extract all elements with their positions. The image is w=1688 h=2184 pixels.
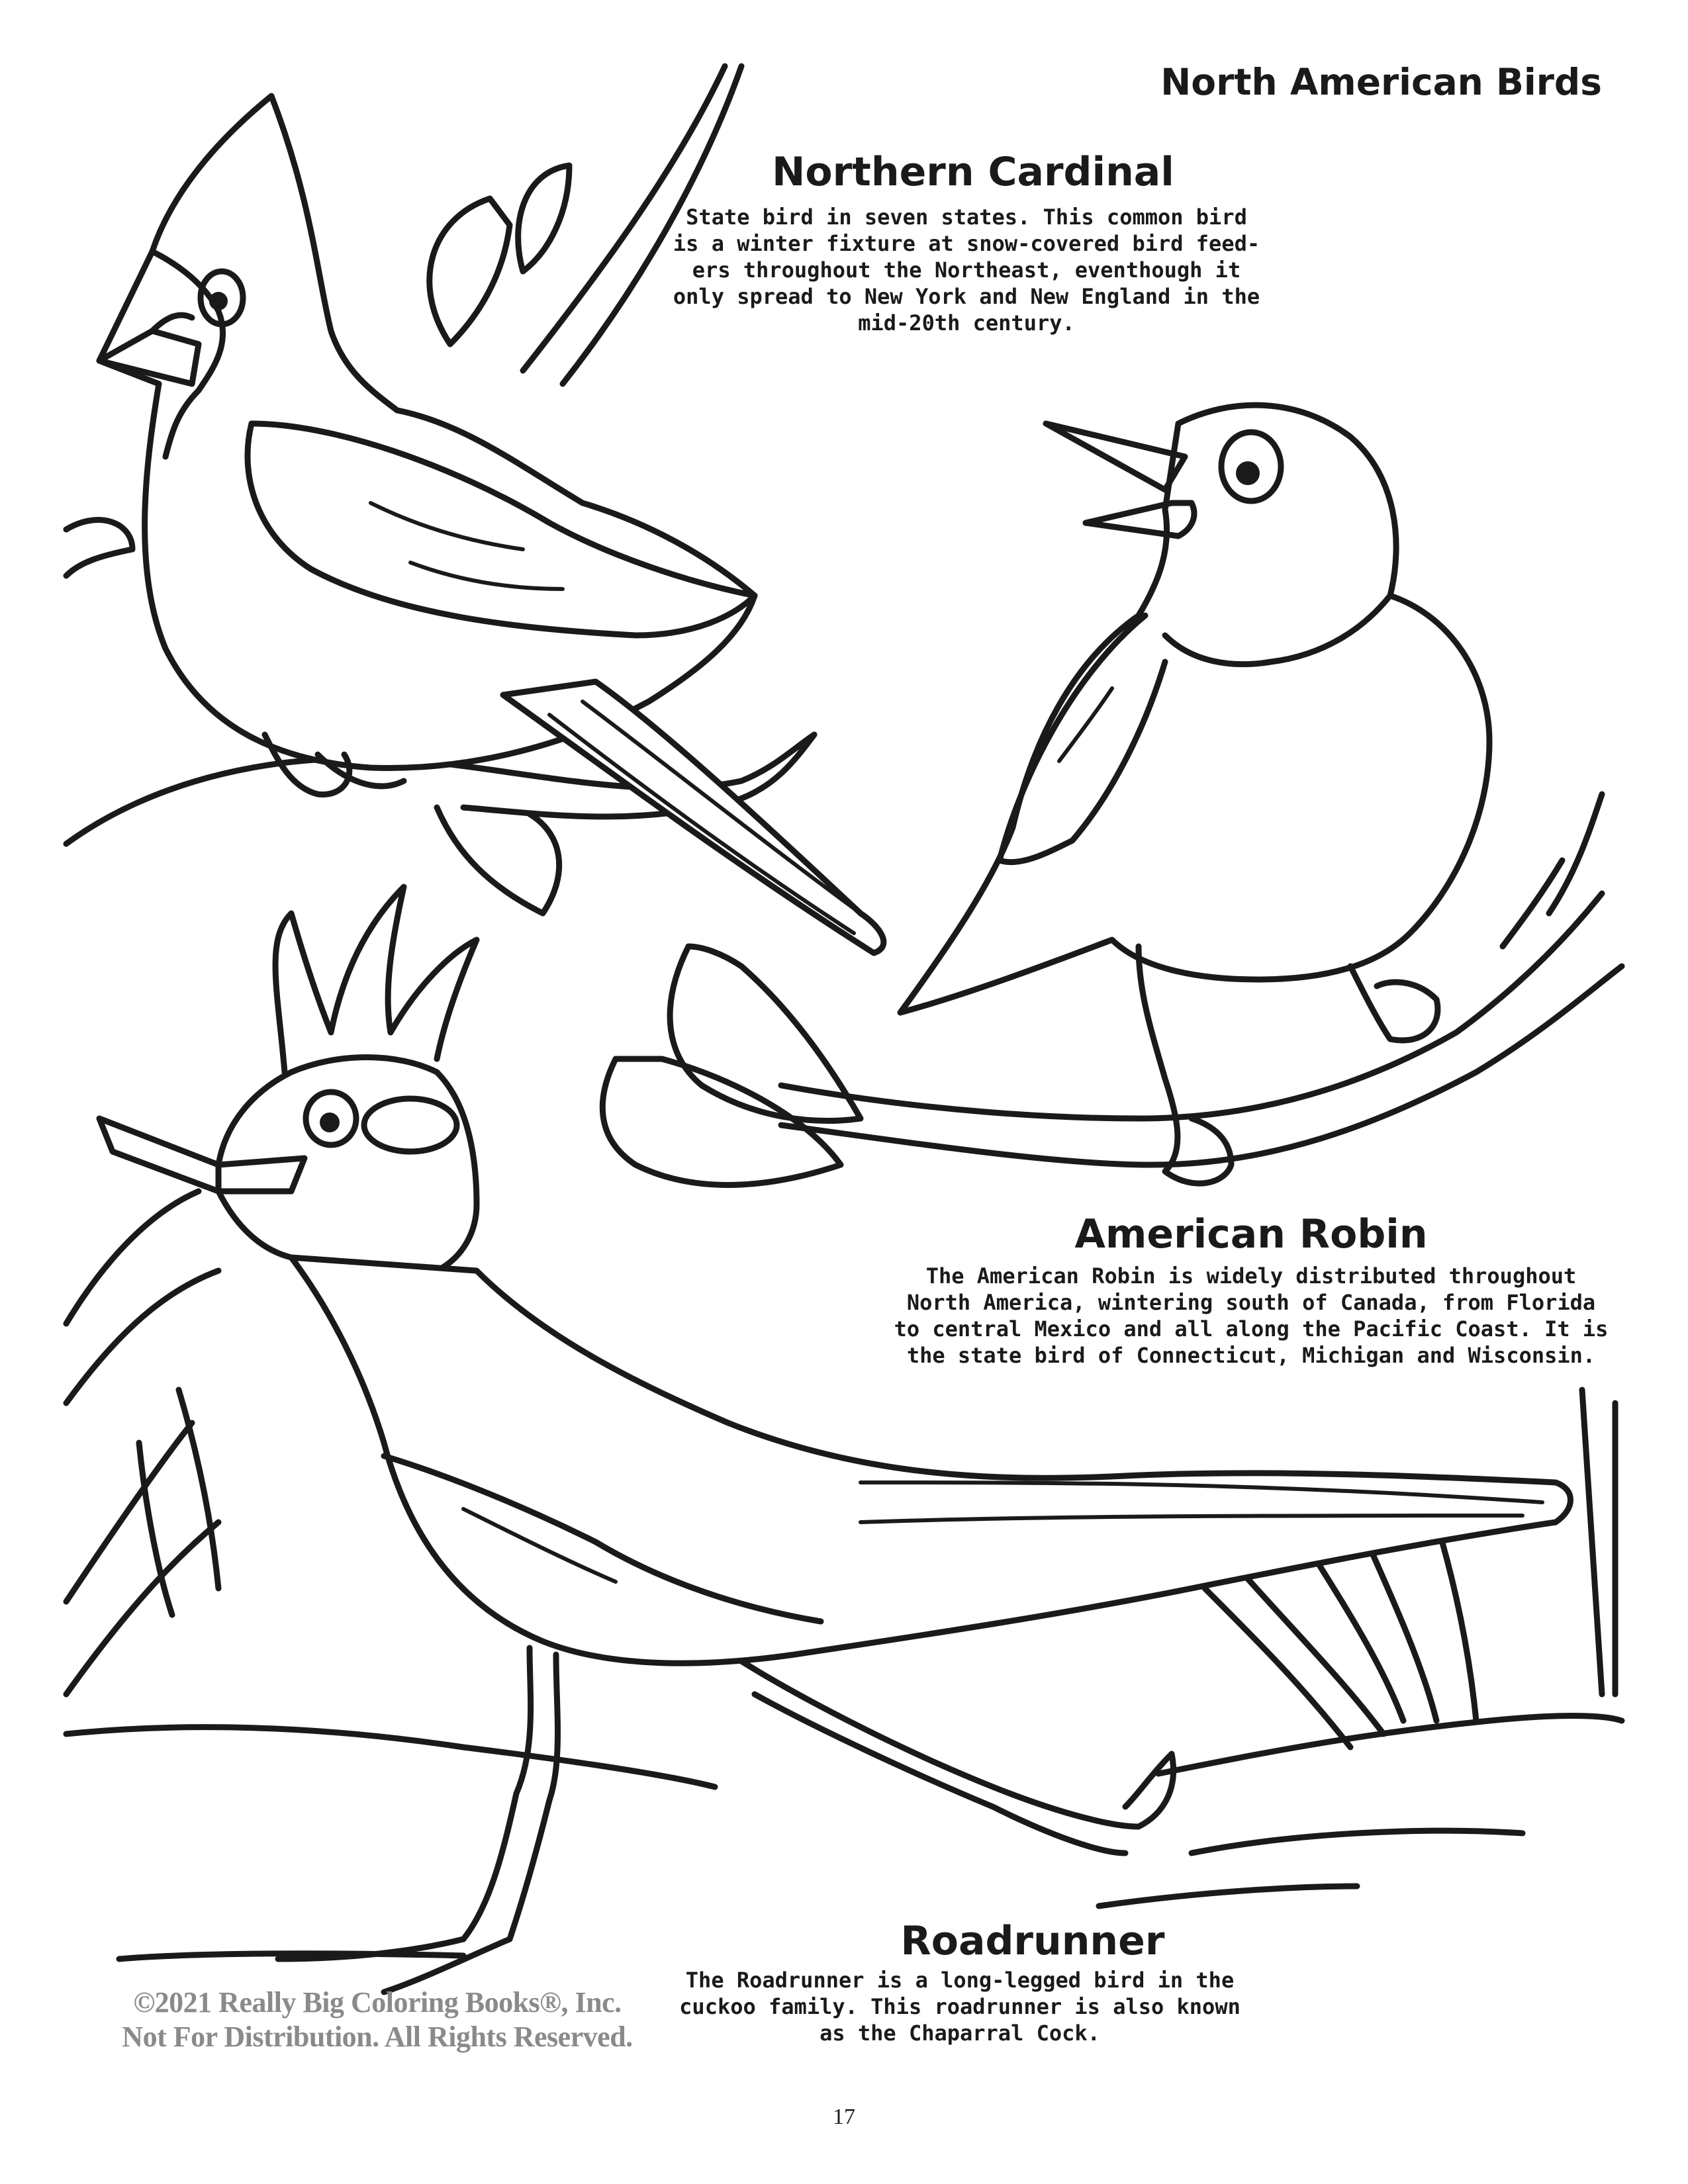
page-title: North American Birds [1160,61,1602,103]
robin-drawing [900,405,1489,1183]
copyright-notice [99,1985,655,2054]
copyright-line: ©2021 Really Big Coloring Books®, Inc. [133,1986,622,2019]
roadrunner-heading: Roadrunner [900,1918,1165,1964]
robin-description-line: to central Mexico and all along the Pacific Coast. It is [894,1316,1609,1342]
cardinal-description-line: is a winter fixture at snow-covered bird feed- [673,231,1260,256]
cardinal-description [616,204,1317,336]
robin-description [781,1263,1688,1369]
cardinal-description-line: only spread to New York and New England in the [673,284,1260,309]
roadrunner-description [596,1967,1324,2046]
roadrunner-drawing [99,887,1571,1992]
cardinal-description-line: ers throughout the Northeast, eventhough it [692,257,1241,283]
robin-description-line: the state bird of Connecticut, Michigan and Wisconsin. [906,1343,1596,1368]
page-number: 17 [833,2105,855,2129]
cardinal-description-line: mid-20th century. [858,310,1075,336]
rights-line: Not For Distribution. All Rights Reserved. [122,2021,633,2053]
cardinal-description-line: State bird in seven states. This common bird [686,205,1247,230]
robin-description-line: North America, wintering south of Canada, from Florida [906,1290,1596,1315]
roadrunner-description-line: cuckoo family. This roadrunner is also known [679,1994,1241,2019]
cardinal-heading: Northern Cardinal [772,149,1174,195]
robin-heading: American Robin [1074,1211,1428,1257]
roadrunner-description-line: The Roadrunner is a long-legged bird in the [685,1968,1235,1993]
roadrunner-description-line: as the Chaparral Cock. [820,2021,1100,2046]
robin-description-line: The American Robin is widely distributed throughout [925,1263,1577,1289]
